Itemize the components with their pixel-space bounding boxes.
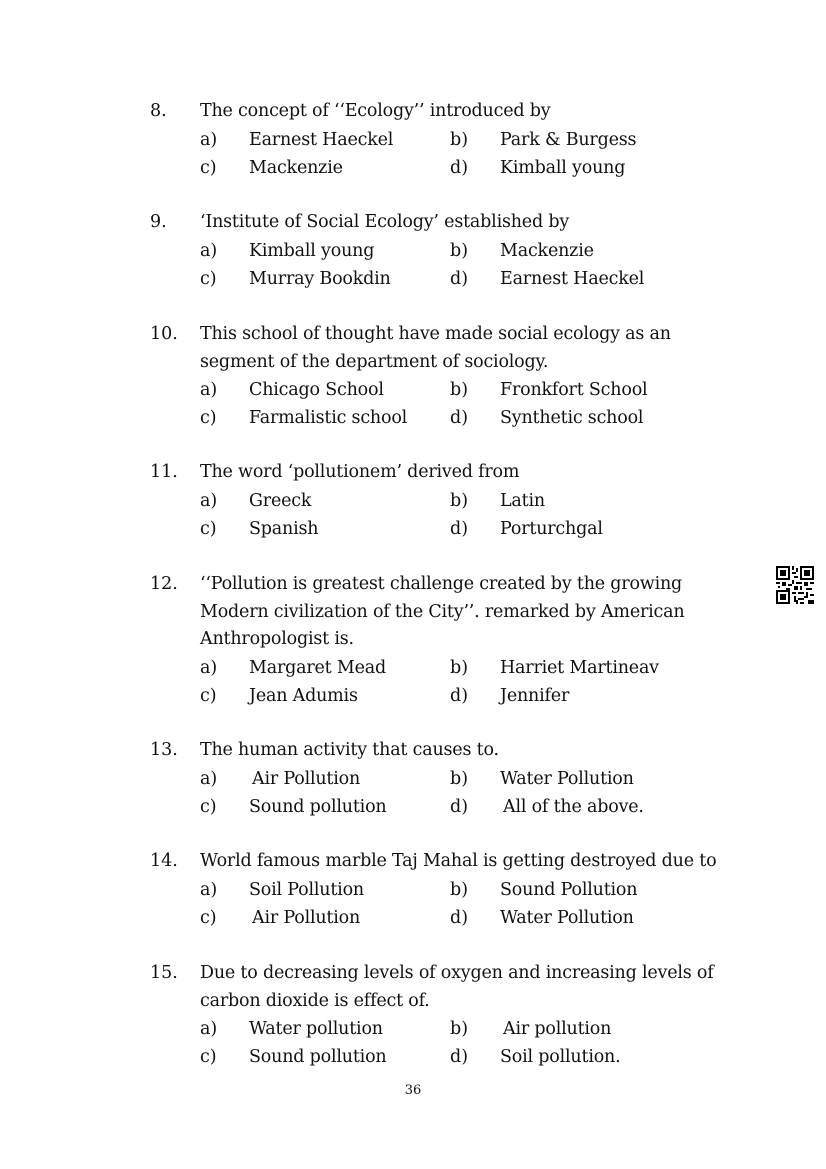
option-letter: a) [200,130,218,150]
option-letter: a) [200,241,218,261]
option-letter: d) [450,1047,469,1067]
question-text: Due to decreasing levels of oxygen and increasing levels of carbon dioxide is effect of. [200,963,714,1011]
option-text: Earnest Haeckel [249,130,394,150]
options-row [200,515,730,543]
option-letter: d) [450,686,469,706]
option-letter: b) [450,380,469,400]
options-row [200,876,730,904]
option-text: Mackenzie [500,241,594,261]
question-text: World famous marble Taj Mahal is getting destroyed due to [200,851,717,871]
option-letter: c) [200,797,217,817]
options [200,876,730,932]
option-letter: b) [450,241,469,261]
question-number: 13. [150,740,178,760]
option-text: Synthetic school [500,408,644,428]
option-text: Air Pollution [252,908,361,928]
option-text: Greeck [249,491,312,511]
option-letter: b) [450,769,469,789]
option-letter: c) [200,908,217,928]
option-letter: c) [200,519,217,539]
options-row [200,1015,730,1043]
page-number: 36 [404,1083,422,1098]
option-letter: c) [200,269,217,289]
option-text: Kimball young [500,158,626,178]
option-text: Mackenzie [249,158,343,178]
options [200,654,730,710]
options-row [200,237,730,265]
question-number: 9. [150,212,167,232]
option-text: Water Pollution [500,908,634,928]
option-letter: d) [450,269,469,289]
question-text: ‘Institute of Social Ecology’ established by [200,212,570,232]
option-text: Latin [500,491,545,511]
option-text: Chicago School [249,380,384,400]
options-row [200,1043,730,1071]
option-letter: d) [450,797,469,817]
option-letter: b) [450,1019,469,1039]
question-number: 12. [150,574,178,594]
option-letter: c) [200,408,217,428]
option-text: Jean Adumis [249,686,358,706]
options [200,1015,730,1071]
options [200,765,730,821]
option-text: Harriet Martineav [500,658,659,678]
qr-code-icon [776,566,814,604]
option-letter: d) [450,408,469,428]
options-row [200,404,730,432]
options [200,376,730,432]
option-text: Murray Bookdin [249,269,391,289]
question-text: This school of thought have made social ecology as an segment of the department of sociology. [200,324,671,372]
question-text: ‘‘Pollution is greatest challenge created by the growing Modern civilization of the City’’. remarked by American Anthropologist is. [200,574,685,650]
option-letter: b) [450,658,469,678]
option-text: Margaret Mead [249,658,386,678]
option-text: Earnest Haeckel [500,269,645,289]
options-row [200,376,730,404]
option-letter: c) [200,1047,217,1067]
question-number: 15. [150,963,178,983]
options [200,126,730,182]
option-text: Sound pollution [249,1047,387,1067]
options [200,237,730,293]
options-row [200,126,730,154]
option-letter: b) [450,491,469,511]
question-number: 8. [150,101,167,121]
option-text: Porturchgal [500,519,603,539]
option-text: Fronkfort School [500,380,648,400]
option-text: Sound pollution [249,797,387,817]
options-row [200,793,730,821]
option-letter: a) [200,380,218,400]
option-text: Air pollution [503,1019,612,1039]
option-letter: b) [450,130,469,150]
option-text: Kimball young [249,241,375,261]
options-row [200,265,730,293]
option-text: Park & Burgess [500,130,637,150]
question-text: The human activity that causes to. [200,740,499,760]
option-letter: d) [450,908,469,928]
options-row [200,654,730,682]
option-text: Water pollution [249,1019,383,1039]
option-text: Spanish [249,519,319,539]
question-text: The concept of ‘‘Ecology’’ introduced by [200,101,551,121]
question-number: 10. [150,324,178,344]
options-row [200,765,730,793]
options-row [200,487,730,515]
option-text: Jennifer [500,686,570,706]
option-text: Soil Pollution [249,880,364,900]
options-row [200,904,730,932]
option-letter: a) [200,880,218,900]
option-text: Soil pollution. [500,1047,621,1067]
option-text: Water Pollution [500,769,634,789]
option-letter: a) [200,1019,218,1039]
question-number: 14. [150,851,178,871]
option-text: All of the above. [503,797,644,817]
option-text: Sound Pollution [500,880,638,900]
option-letter: c) [200,158,217,178]
option-letter: a) [200,658,218,678]
option-text: Air Pollution [252,769,361,789]
option-letter: c) [200,686,217,706]
options-row [200,682,730,710]
question-text: The word ‘pollutionem’ derived from [200,462,520,482]
option-letter: d) [450,158,469,178]
option-letter: a) [200,491,218,511]
option-letter: b) [450,880,469,900]
options [200,487,730,543]
question-number: 11. [150,462,178,482]
options-row [200,154,730,182]
option-letter: a) [200,769,218,789]
option-letter: d) [450,519,469,539]
option-text: Farmalistic school [249,408,408,428]
